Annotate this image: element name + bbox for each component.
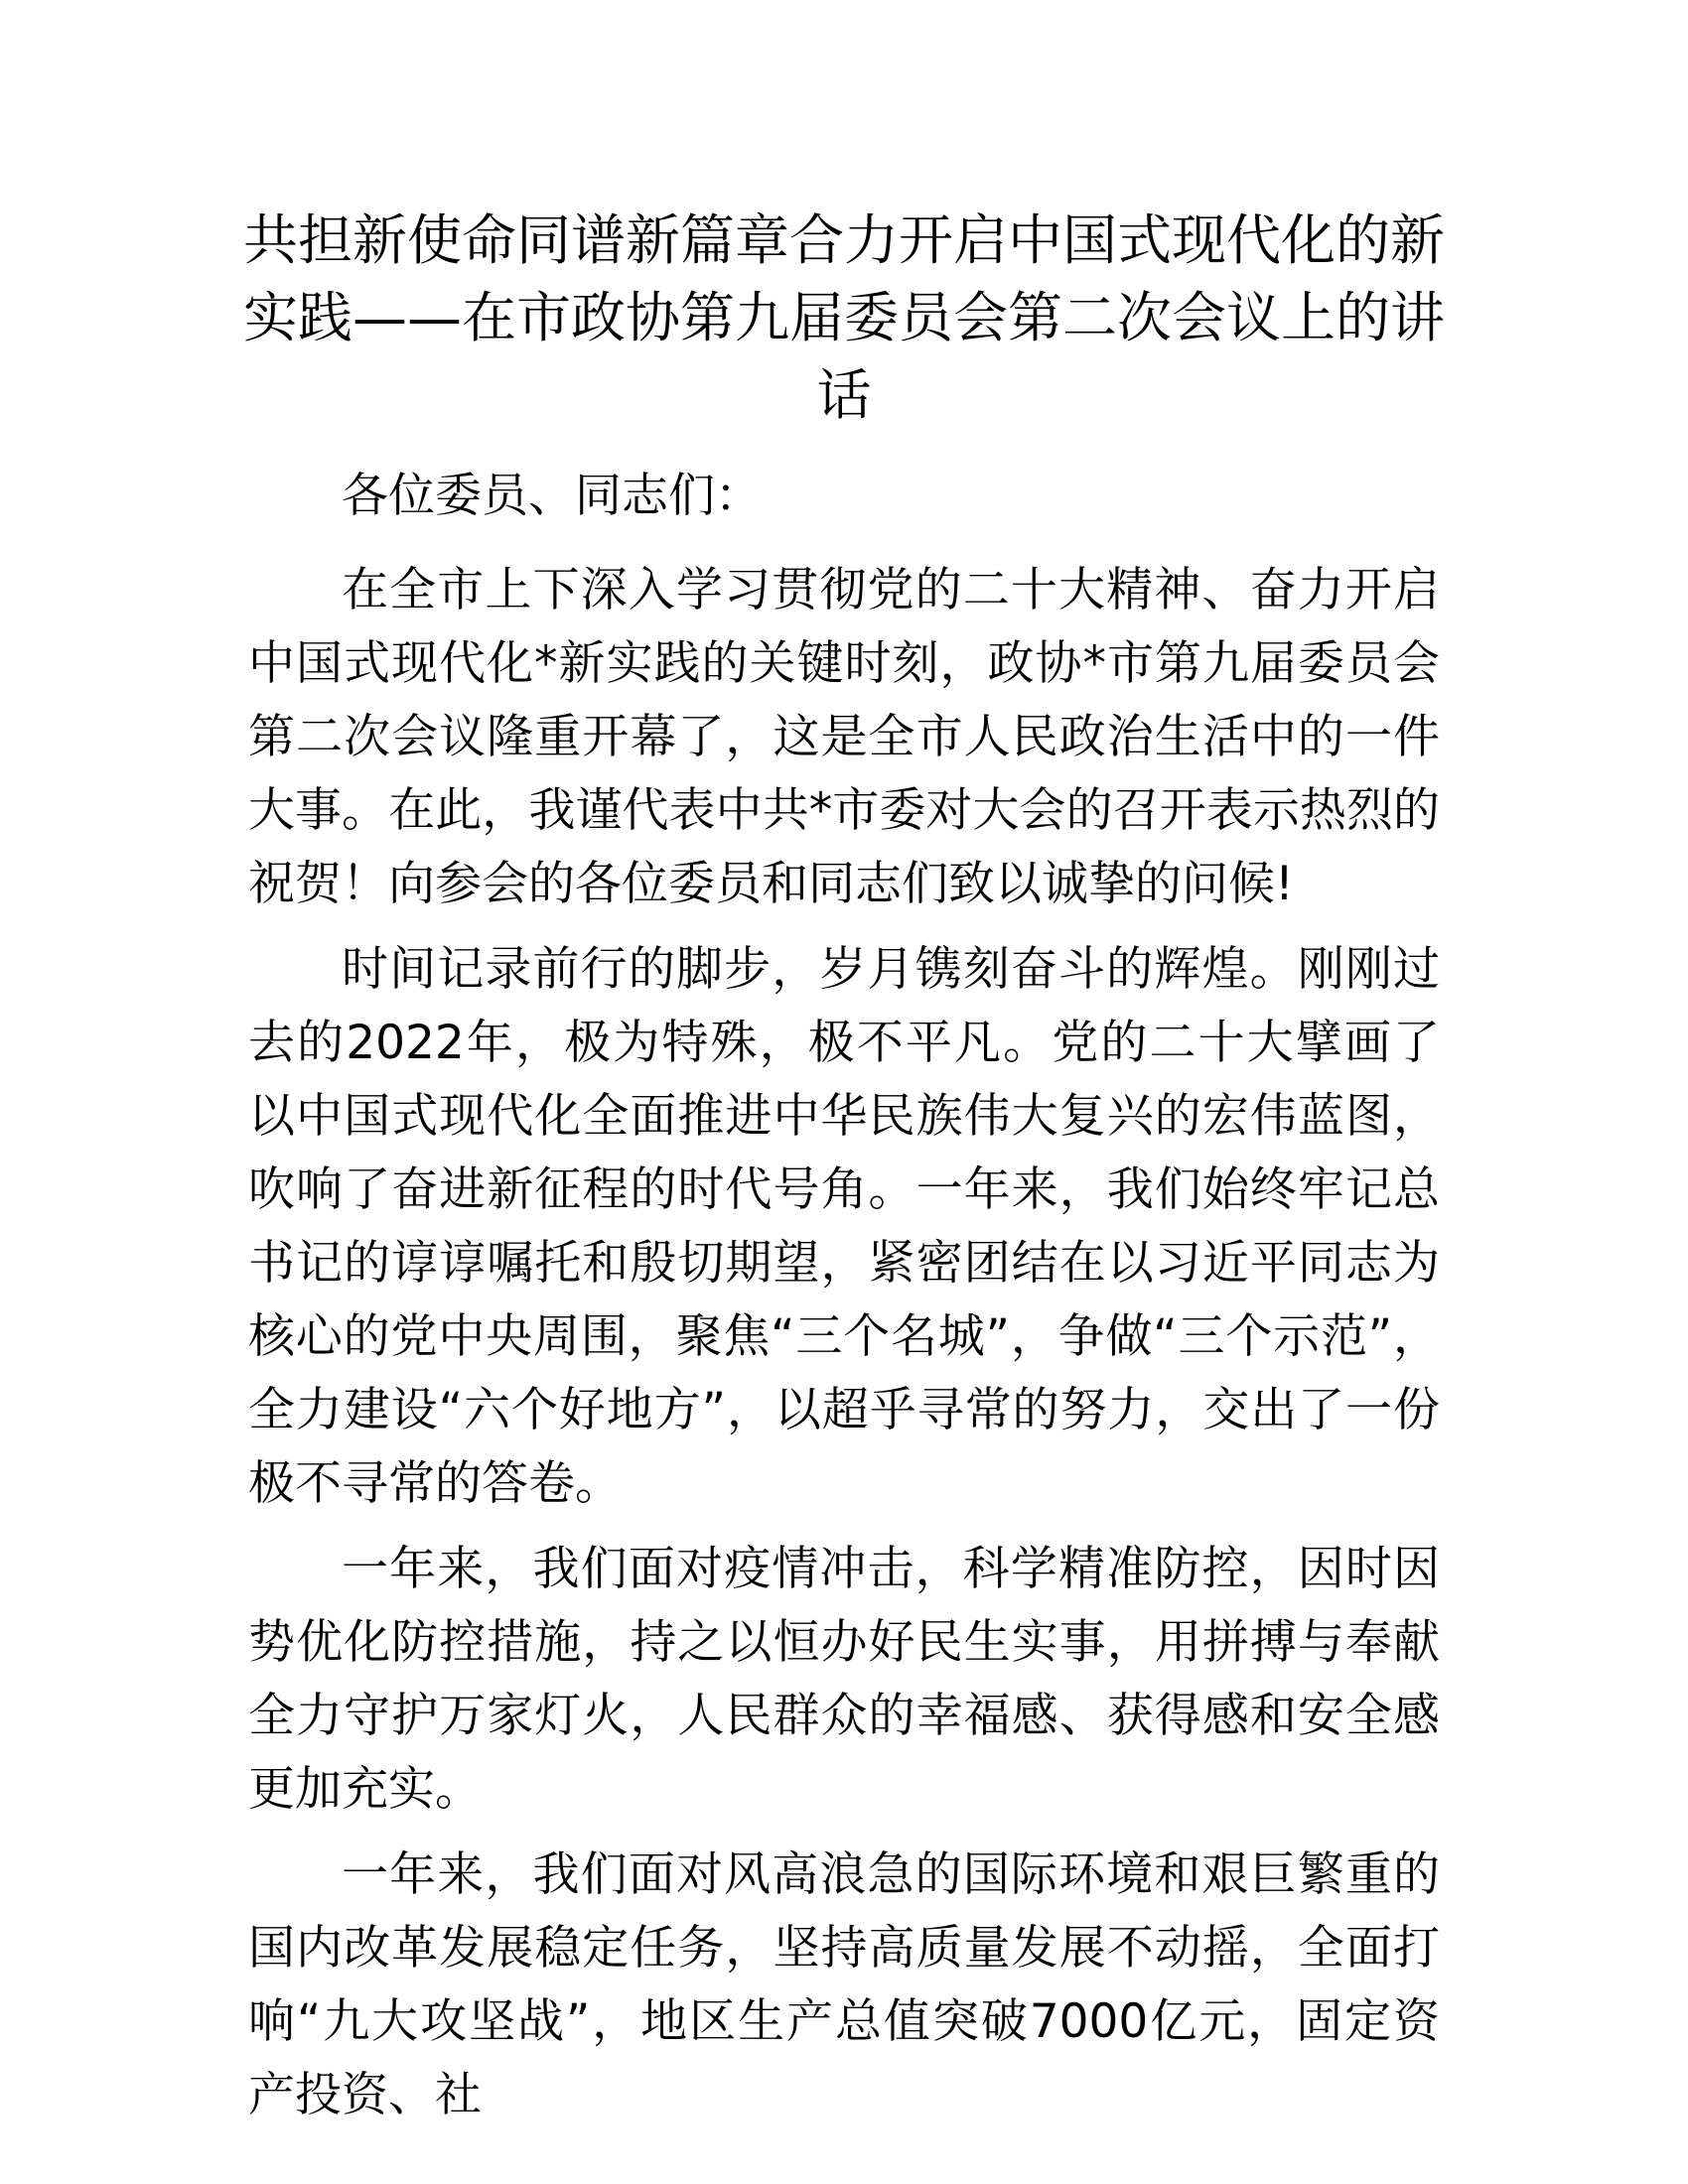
body-paragraph: 时间记录前行的脚步，岁月镌刻奋斗的辉煌。刚刚过去的2022年，极为特殊，极不平凡。党的二十大擘画了以中国式现代化全面推进中华民族伟大复兴的宏伟蓝图，吹响了奋进新征程的时代号角。一年来，我们始终牢记总书记的谆谆嘱托和殷切期望，紧密团结在以习近平同志为核心的党中央周围，聚焦“三个名城”，争做“三个示范”，全力建设“六个好地方”，以超乎寻常的努力，交出了一份极不寻常的答卷。 xyxy=(248,942,1440,1511)
salutation: 各位委员、同志们： xyxy=(342,469,762,523)
body-paragraph: 一年来，我们面对疫情冲击，科学精准防控，因时因势优化防控措施，持之以恒办好民生实事，用拼搏与奉献全力守护万家灯火，人民群众的幸福感、获得感和安全感更加充实。 xyxy=(248,1542,1440,1817)
body-paragraph: 在全市上下深入学习贯彻党的二十大精神、奋力开启中国式现代化*新实践的关键时刻，政协*市第九届委员会第二次会议隆重开幕了，这是全市人民政治生活中的一件大事。在此，我谨代表中共*市委对大会的召开表示热烈的祝贺！向参会的各位委员和同志们致以诚挚的问候! xyxy=(248,563,1440,911)
document-body xyxy=(248,460,1440,2144)
body-paragraph: 一年来，我们面对风高浪急的国际环境和艰巨繁重的国内改革发展稳定任务，坚持高质量发展不动摇，全面打响“九大攻坚战”，地区生产总值突破7000亿元，固定资产投资、社 xyxy=(248,1847,1440,2122)
document-title: 共担新使命同谱新篇章合力开启中国式现代化的新实践——在市政协第九届委员会第二次会议上的讲话 xyxy=(242,208,1445,427)
